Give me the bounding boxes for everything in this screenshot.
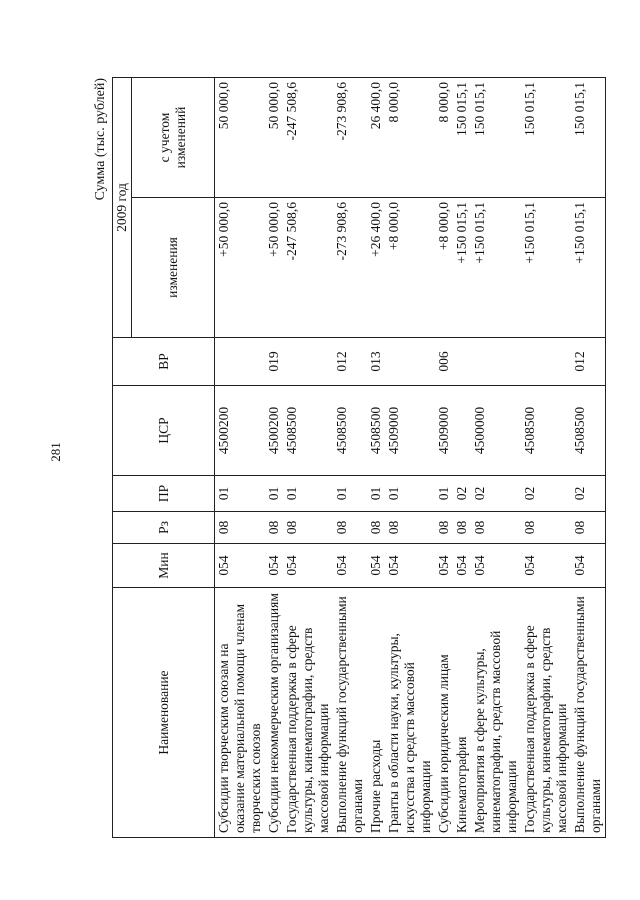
row-min: 054	[453, 544, 471, 588]
row-changes: +150 015,1	[571, 198, 606, 338]
row-name: Субсидии творческим союзам на оказание материальной помощи членам творческих союзов	[215, 588, 266, 838]
row-name: Мероприятия в сфере культуры, кинематографии, средств массовой информации	[471, 588, 521, 838]
row-csr: 4509000	[385, 386, 435, 476]
table-body	[215, 78, 606, 838]
row-rz: 08	[265, 512, 283, 544]
header-rz: Рз	[113, 512, 215, 544]
row-csr: 4500200	[265, 386, 283, 476]
page-number: 281	[47, 442, 63, 462]
row-changes: +8 000,0	[385, 198, 435, 338]
row-rz: 08	[333, 512, 367, 544]
row-rz: 08	[471, 512, 521, 544]
header-with-changes: с учетом изменений	[132, 78, 215, 198]
row-vr	[521, 338, 571, 386]
row-csr: 4508500	[571, 386, 606, 476]
row-pr: 02	[571, 476, 606, 512]
row-total: -273 908,6	[333, 78, 367, 198]
row-csr: 4500000	[471, 386, 521, 476]
row-vr	[283, 338, 333, 386]
row-changes: +26 400,0	[367, 198, 385, 338]
row-pr: 01	[367, 476, 385, 512]
table-row	[367, 78, 385, 838]
units-label: Сумма (тыс. рублей)	[93, 78, 108, 201]
row-csr: 4508500	[521, 386, 571, 476]
table-row	[385, 78, 435, 838]
row-min: 054	[265, 544, 283, 588]
row-name: Субсидии юридическим лицам	[435, 588, 453, 838]
row-min: 054	[521, 544, 571, 588]
row-pr: 02	[521, 476, 571, 512]
row-csr	[453, 386, 471, 476]
header-name: Наименование	[113, 588, 215, 838]
table-row	[521, 78, 571, 838]
row-csr: 4508500	[367, 386, 385, 476]
row-name: Кинематография	[453, 588, 471, 838]
row-changes: +50 000,0	[265, 198, 283, 338]
row-changes: +150 015,1	[521, 198, 571, 338]
row-rz: 08	[435, 512, 453, 544]
header-changes: изменения	[132, 198, 215, 338]
row-rz: 08	[571, 512, 606, 544]
row-name: Государственная поддержка в сфере культуры, кинематографии, средств массовой информации	[521, 588, 571, 838]
row-total: 150 015,1	[521, 78, 571, 198]
row-min: 054	[367, 544, 385, 588]
row-total: 26 400,0	[367, 78, 385, 198]
row-vr	[471, 338, 521, 386]
header-vr: ВР	[113, 338, 215, 386]
row-vr	[385, 338, 435, 386]
row-name: Выполнение функций государственными органами	[333, 588, 367, 838]
row-changes: -273 908,6	[333, 198, 367, 338]
row-pr: 01	[265, 476, 283, 512]
row-min: 054	[471, 544, 521, 588]
row-csr: 4508500	[283, 386, 333, 476]
row-min: 054	[283, 544, 333, 588]
row-total: 8 000,0	[435, 78, 453, 198]
row-rz: 08	[283, 512, 333, 544]
table-row	[265, 78, 283, 838]
row-rz: 08	[521, 512, 571, 544]
row-changes: +8 000,0	[435, 198, 453, 338]
row-rz: 08	[215, 512, 266, 544]
row-csr: 4509000	[435, 386, 453, 476]
row-total: 50 000,0	[215, 78, 266, 198]
row-min: 054	[571, 544, 606, 588]
row-total: -247 508,6	[283, 78, 333, 198]
rotated-page-content	[92, 78, 603, 838]
row-csr: 4500200	[215, 386, 266, 476]
row-rz: 08	[385, 512, 435, 544]
table-row	[571, 78, 606, 838]
row-changes: -247 508,6	[283, 198, 333, 338]
row-changes: +150 015,1	[471, 198, 521, 338]
table-row	[283, 78, 333, 838]
row-min: 054	[435, 544, 453, 588]
header-csr: ЦСР	[113, 386, 215, 476]
row-pr: 01	[215, 476, 266, 512]
row-vr: 012	[333, 338, 367, 386]
row-rz: 08	[367, 512, 385, 544]
row-pr: 01	[435, 476, 453, 512]
row-vr: 019	[265, 338, 283, 386]
row-total: 8 000,0	[385, 78, 435, 198]
table-row	[333, 78, 367, 838]
row-min: 054	[333, 544, 367, 588]
row-csr: 4508500	[333, 386, 367, 476]
row-vr	[215, 338, 266, 386]
row-vr	[453, 338, 471, 386]
row-pr: 02	[471, 476, 521, 512]
row-total: 150 015,1	[453, 78, 471, 198]
row-name: Государственная поддержка в сфере культуры, кинематографии, средств массовой информации	[283, 588, 333, 838]
header-min: Мин	[113, 544, 215, 588]
header-year: 2009 год	[113, 78, 132, 338]
header-pr: ПР	[113, 476, 215, 512]
header-row	[113, 78, 132, 838]
row-min: 054	[385, 544, 435, 588]
row-min: 054	[215, 544, 266, 588]
row-pr: 02	[453, 476, 471, 512]
row-vr: 012	[571, 338, 606, 386]
row-pr: 01	[385, 476, 435, 512]
row-changes: +50 000,0	[215, 198, 266, 338]
table-row	[453, 78, 471, 838]
row-pr: 01	[333, 476, 367, 512]
row-name: Субсидии некоммерческим организациям	[265, 588, 283, 838]
row-name: Гранты в области науки, культуры, искусства и средств массовой информации	[385, 588, 435, 838]
row-name: Прочие расходы	[367, 588, 385, 838]
row-changes: +150 015,1	[453, 198, 471, 338]
row-vr: 006	[435, 338, 453, 386]
row-total: 50 000,0	[265, 78, 283, 198]
row-total: 150 015,1	[571, 78, 606, 198]
table-row	[215, 78, 266, 838]
row-vr: 013	[367, 338, 385, 386]
table-row	[435, 78, 453, 838]
table-row	[471, 78, 521, 838]
row-total: 150 015,1	[471, 78, 521, 198]
budget-table	[112, 77, 606, 838]
row-name: Выполнение функций государственными органами	[571, 588, 606, 838]
row-rz: 08	[453, 512, 471, 544]
row-pr: 01	[283, 476, 333, 512]
